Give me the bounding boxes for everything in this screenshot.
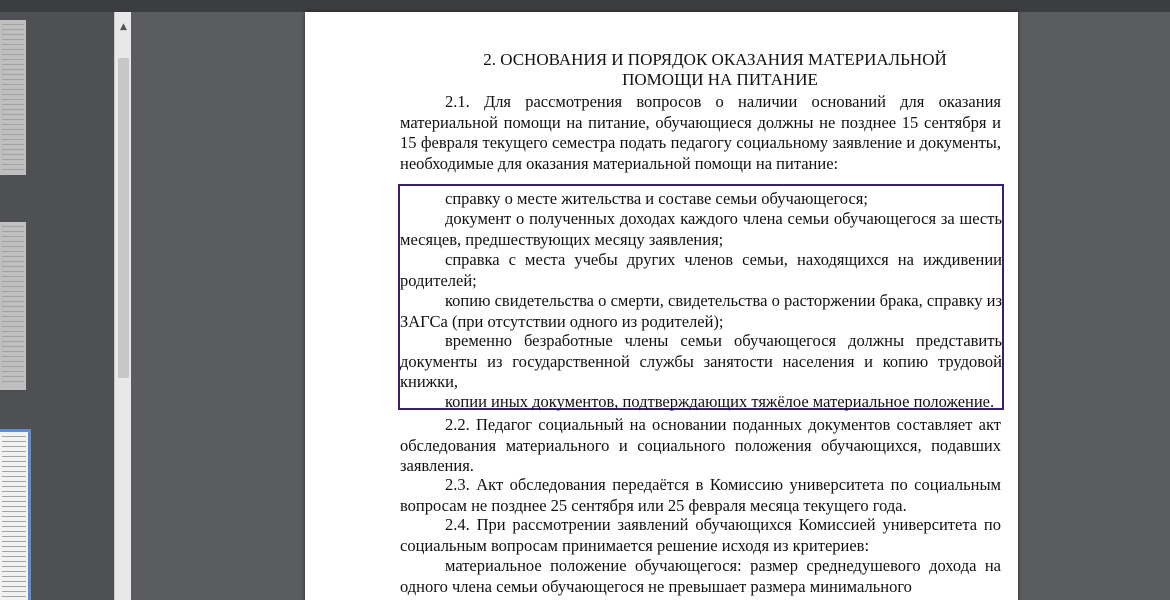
list-item: справку о месте жительства и составе семьи обучающегося; bbox=[445, 189, 868, 208]
section-title bbox=[305, 50, 1005, 90]
thumbnail-scrollbar[interactable] bbox=[114, 12, 132, 600]
section-title-line1: 2. ОСНОВАНИЯ И ПОРЯДОК ОКАЗАНИЯ МАТЕРИАЛЬНОЙ bbox=[483, 50, 947, 69]
paragraph-2-4: 2.4. При рассмотрении заявлений обучающихся Комиссией университета по социальным вопросам принимается решение исходя из критериев: bbox=[400, 515, 1001, 555]
thumbnail-text-lines bbox=[2, 436, 26, 600]
paragraph-criteria: материальное положение обучающегося: размер среднедушевого дохода на одного члена семьи обучающегося не превышает размера минимального bbox=[400, 556, 1001, 596]
thumbnail-text-lines bbox=[2, 226, 24, 386]
paragraph-2-1: 2.1. Для рассмотрения вопросов о наличии оснований для оказания материальной помощи на питание, обучающиеся должны не позднее 15 сентября и 15 февраля текущего семестра подать педагогу социальному заявление и документы, необходимые для оказания материальной помощи на питание: bbox=[400, 92, 1001, 173]
scrollbar-thumb[interactable] bbox=[118, 58, 129, 378]
section-title-line2: ПОМОЩИ НА ПИТАНИЕ bbox=[622, 70, 818, 89]
list-item: временно безработные члены семьи обучающегося должны представить документы из государственной службы занятости населения и копию трудовой книжки, bbox=[400, 331, 1002, 392]
page-thumbnail-selected[interactable] bbox=[0, 432, 28, 600]
page-thumbnail[interactable] bbox=[0, 222, 26, 390]
paragraph-2-2: 2.2. Педагог социальный на основании поданных документов составляет акт обследования материального и социального положения обучающихся, подавших заявления. bbox=[400, 415, 1001, 476]
document-page bbox=[305, 12, 1018, 600]
thumbnail-text-lines bbox=[2, 24, 24, 171]
paragraph-2-3: 2.3. Акт обследования передаётся в Комиссию университета по социальным вопросам не позднее 25 сентября или 25 февраля месяца текущего года. bbox=[400, 475, 1001, 515]
thumbnail-panel bbox=[0, 12, 118, 600]
list-item: копии иных документов, подтверждающих тяжёлое материальное положение. bbox=[445, 392, 995, 411]
list-item: документ о полученных доходах каждого члена семьи обучающегося за шесть месяцев, предшествующих месяцу заявления; bbox=[400, 209, 1002, 249]
page-thumbnail[interactable] bbox=[0, 20, 26, 175]
toolbar-strip bbox=[0, 0, 1170, 12]
list-item: справка с места учебы других членов семьи, находящихся на иждивении родителей; bbox=[400, 250, 1002, 290]
list-item: копию свидетельства о смерти, свидетельства о расторжении брака, справку из ЗАГСа (при отсутствии одного из родителей); bbox=[400, 291, 1002, 331]
scroll-up-arrow-icon[interactable]: ▲ bbox=[120, 22, 127, 32]
